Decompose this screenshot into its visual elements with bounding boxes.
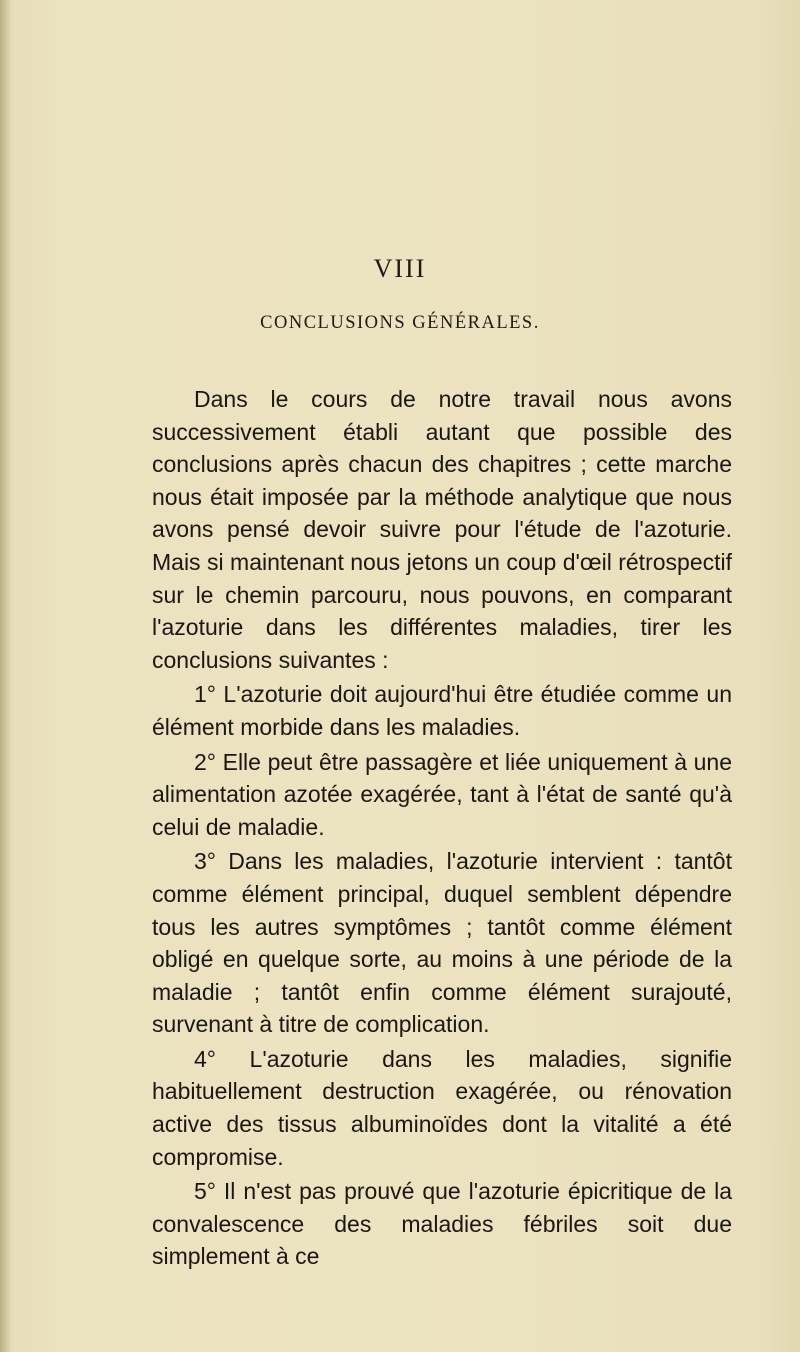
chapter-number: VIII <box>373 254 427 283</box>
conclusion-2: 2° Elle peut être passagère et liée uniquement à une alimentation azotée exagérée, tant à l'état de santé qu'à celui de maladie. <box>152 748 732 840</box>
conclusion-5: 5° Il n'est pas prouvé que l'azoturie épicritique de la convalescence des maladies fébriles soit due simplement à ce <box>152 1178 732 1270</box>
body-text <box>152 383 732 1275</box>
chapter-title: CONCLUSIONS GÉNÉRALES. <box>260 313 540 333</box>
conclusion-3: 3° Dans les maladies, l'azoturie intervient : tantôt comme élément principal, duquel semblent dépendre tous les autres symptômes ; tantôt comme élément obligé en quelque sorte, au moins à une période de la maladie ; tantôt enfin comme élément surajouté, survenant à titre de complication. <box>152 848 732 1038</box>
conclusion-4: 4° L'azoturie dans les maladies, signifie habituellement destruction exagérée, ou rénovation active des tissus albuminoïdes dont la vitalité a été compromise. <box>152 1045 732 1170</box>
conclusion-1: 1° L'azoturie doit aujourd'hui être étudiée comme un élément morbide dans les maladies. <box>152 681 732 740</box>
page-binding-edge <box>0 0 12 1352</box>
intro-paragraph: Dans le cours de notre travail nous avons successivement établi autant que possible des conclusions après chacun des chapitres ; cette marche nous était imposée par la méthode analytique que nous avons pensé devoir suivre pour l'étude de l'azoturie. Mais si maintenant nous jetons un coup d'œil rétrospectif sur le chemin parcouru, nous pouvons, en comparant l'azoturie dans les différentes maladies, tirer les conclusions suivantes : <box>152 386 732 673</box>
